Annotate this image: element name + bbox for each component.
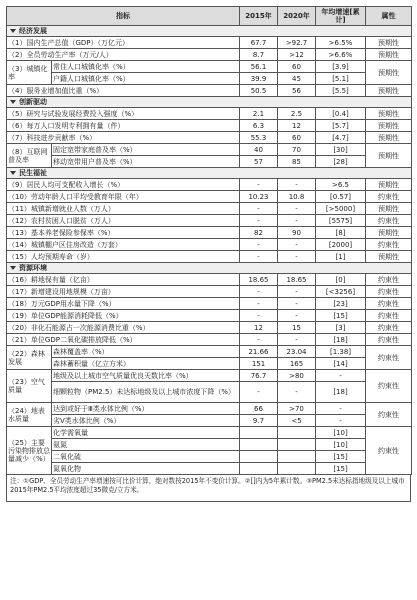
table-row xyxy=(7,322,412,334)
attribute: 约束性 xyxy=(366,298,412,310)
value-growth: [15] xyxy=(316,310,366,322)
table-header-row xyxy=(7,7,412,26)
value-growth: - xyxy=(316,370,366,382)
value-2020: <5 xyxy=(278,415,316,427)
indicator-label: （1）国内生产总值（GDP）（万亿元） xyxy=(7,37,240,49)
value-growth: [5.5] xyxy=(316,85,366,97)
attribute: 预期性 xyxy=(366,203,412,215)
value-2020: >12 xyxy=(278,49,316,61)
value-2015: 151 xyxy=(240,358,278,370)
indicator-table xyxy=(6,6,412,475)
table-row xyxy=(7,382,412,403)
footnote: 注：①GDP、全员劳动生产率增速按可比价计算，绝对数按2015年不变价计算。②[]内为5年累计数。③PM2.5未达标指地级及以上城市2015年PM2.5平均浓度超过35微克/立方米。 xyxy=(6,475,411,502)
value-2020 xyxy=(278,463,316,475)
sub-indicator-label: 化学需氧量 xyxy=(52,427,240,439)
value-2015: 12 xyxy=(240,322,278,334)
value-2015: 57 xyxy=(240,156,278,168)
attribute: 约束性 xyxy=(366,191,412,203)
table-row xyxy=(7,463,412,475)
table-row xyxy=(7,156,412,168)
table-row xyxy=(7,403,412,415)
value-2015: 39.9 xyxy=(240,73,278,85)
section-title: 经济发展 xyxy=(19,27,47,35)
value-growth: [14] xyxy=(316,358,366,370)
section-header xyxy=(7,168,412,179)
value-2015: 56.1 xyxy=(240,61,278,73)
value-2015 xyxy=(240,427,278,439)
value-2015: 67.7 xyxy=(240,37,278,49)
table-row xyxy=(7,451,412,463)
sub-indicator-label: 地级及以上城市空气质量优良天数比率（%） xyxy=(52,370,240,382)
table-row xyxy=(7,61,412,73)
table-row xyxy=(7,274,412,286)
table-row xyxy=(7,132,412,144)
table-row xyxy=(7,286,412,298)
sub-indicator-label: 劣Ⅴ类水体比例（%） xyxy=(52,415,240,427)
attribute: 约束性 xyxy=(366,274,412,286)
value-2015: 40 xyxy=(240,144,278,156)
attribute: 约束性 xyxy=(366,239,412,251)
value-2015: - xyxy=(240,310,278,322)
value-growth: >6.5% xyxy=(316,37,366,49)
value-2020: 56 xyxy=(278,85,316,97)
attribute: 预期性 xyxy=(366,227,412,239)
attribute: 预期性 xyxy=(366,49,412,61)
value-2015: - xyxy=(240,215,278,227)
value-growth: [5575] xyxy=(316,215,366,227)
indicator-label: （9）居民人均可支配收入增长（%） xyxy=(7,179,240,191)
value-2020: - xyxy=(278,310,316,322)
table-row xyxy=(7,108,412,120)
value-2020: - xyxy=(278,239,316,251)
value-growth: [8] xyxy=(316,227,366,239)
value-growth: [3.9] xyxy=(316,61,366,73)
triangle-down-icon xyxy=(10,29,16,33)
value-2020: - xyxy=(278,298,316,310)
value-growth: [0.4] xyxy=(316,108,366,120)
indicator-group-label: （23）空气质量 xyxy=(7,370,52,403)
value-2020 xyxy=(278,451,316,463)
section-header xyxy=(7,263,412,274)
sub-indicator-label: 森林覆盖率（%） xyxy=(52,346,240,358)
value-growth: [0.57] xyxy=(316,191,366,203)
attribute: 约束性 xyxy=(366,403,412,427)
table-row xyxy=(7,310,412,322)
value-2020: >70 xyxy=(278,403,316,415)
value-growth: [1] xyxy=(316,251,366,263)
value-growth: [<3256] xyxy=(316,286,366,298)
attribute: 约束性 xyxy=(366,215,412,227)
header-2020: 2020年 xyxy=(278,7,316,26)
section-title: 民生福祉 xyxy=(19,169,47,177)
value-2015: 2.1 xyxy=(240,108,278,120)
attribute: 预期性 xyxy=(366,108,412,120)
header-2015: 2015年 xyxy=(240,7,278,26)
indicator-label: （5）研究与试验发展经费投入强度（%） xyxy=(7,108,240,120)
value-2015: 21.66 xyxy=(240,346,278,358)
triangle-down-icon xyxy=(10,266,16,270)
value-growth: >6.5 xyxy=(316,179,366,191)
value-growth: [30] xyxy=(316,144,366,156)
table-row xyxy=(7,120,412,132)
attribute: 预期性 xyxy=(366,61,412,85)
value-2020 xyxy=(278,427,316,439)
table-row xyxy=(7,85,412,97)
sub-indicator-label: 氨氮 xyxy=(52,439,240,451)
indicator-label: （17）新增建设用地规模（万亩） xyxy=(7,286,240,298)
value-2020: 45 xyxy=(278,73,316,85)
sub-indicator-label: 森林蓄积量（亿立方米） xyxy=(52,358,240,370)
table-row xyxy=(7,427,412,439)
sub-indicator-label: 常住人口城镇化率（%） xyxy=(52,61,240,73)
value-2020: 165 xyxy=(278,358,316,370)
indicator-label: （10）劳动年龄人口平均受教育年限（年） xyxy=(7,191,240,203)
value-2020: 60 xyxy=(278,132,316,144)
indicator-label: （16）耕地保有量（亿亩） xyxy=(7,274,240,286)
value-2020: - xyxy=(278,382,316,403)
section-title-cell xyxy=(7,97,412,108)
value-2020: - xyxy=(278,179,316,191)
table-row xyxy=(7,73,412,85)
triangle-down-icon xyxy=(10,171,16,175)
value-2015: - xyxy=(240,179,278,191)
sub-indicator-label: 固定宽带家庭普及率（%） xyxy=(52,144,240,156)
attribute: 预期性 xyxy=(366,179,412,191)
table-row xyxy=(7,334,412,346)
value-growth: [>5000] xyxy=(316,203,366,215)
indicator-label: （20）非化石能源占一次能源消费比重（%） xyxy=(7,322,240,334)
table-row xyxy=(7,346,412,358)
indicator-label: （6）每万人口发明专利拥有量（件） xyxy=(7,120,240,132)
value-2020: 60 xyxy=(278,61,316,73)
value-2015: - xyxy=(240,203,278,215)
indicator-label: （11）城镇新增就业人数（万人） xyxy=(7,203,240,215)
value-growth: [18] xyxy=(316,382,366,403)
value-2015: 76.7 xyxy=(240,370,278,382)
value-growth: [5.1] xyxy=(316,73,366,85)
header-attribute: 属性 xyxy=(366,7,412,26)
indicator-group-label: （25）主要污染物排放总量减少（%） xyxy=(7,427,52,475)
attribute: 约束性 xyxy=(366,334,412,346)
indicator-group-label: （22）森林发展 xyxy=(7,346,52,370)
section-header xyxy=(7,26,412,37)
section-title-cell xyxy=(7,263,412,274)
value-2020: >80 xyxy=(278,370,316,382)
table-row xyxy=(7,239,412,251)
table-row xyxy=(7,370,412,382)
value-2020: - xyxy=(278,286,316,298)
value-2020: 70 xyxy=(278,144,316,156)
value-growth: [4.7] xyxy=(316,132,366,144)
table-row xyxy=(7,215,412,227)
attribute: 预期性 xyxy=(366,120,412,132)
value-growth: [23] xyxy=(316,298,366,310)
value-2020: 10.8 xyxy=(278,191,316,203)
indicator-label: （2）全员劳动生产率（万元/人） xyxy=(7,49,240,61)
sub-indicator-label: 户籍人口城镇化率（%） xyxy=(52,73,240,85)
value-2015: 8.7 xyxy=(240,49,278,61)
value-growth: [15] xyxy=(316,451,366,463)
value-2015: - xyxy=(240,239,278,251)
table-row xyxy=(7,179,412,191)
table-row xyxy=(7,191,412,203)
table-row xyxy=(7,439,412,451)
attribute: 约束性 xyxy=(366,346,412,370)
value-2020: - xyxy=(278,251,316,263)
indicator-group-label: （8）互联网普及率 xyxy=(7,144,52,168)
value-growth: [3] xyxy=(316,322,366,334)
value-2015: 66 xyxy=(240,403,278,415)
value-2015: 82 xyxy=(240,227,278,239)
value-growth: [18] xyxy=(316,334,366,346)
attribute: 约束性 xyxy=(366,286,412,298)
value-2015: 50.5 xyxy=(240,85,278,97)
attribute: 预期性 xyxy=(366,37,412,49)
value-growth: [1.38] xyxy=(316,346,366,358)
value-growth: [10] xyxy=(316,439,366,451)
indicator-label: （4）服务业增加值比重（%） xyxy=(7,85,240,97)
value-2020: - xyxy=(278,334,316,346)
indicator-group-label: （3）城镇化率 xyxy=(7,61,52,85)
value-2015: - xyxy=(240,298,278,310)
value-growth: [15] xyxy=(316,463,366,475)
indicator-label: （7）科技进步贡献率（%） xyxy=(7,132,240,144)
value-2015: 10.23 xyxy=(240,191,278,203)
value-2020: 2.5 xyxy=(278,108,316,120)
value-2020: 12 xyxy=(278,120,316,132)
sub-indicator-label: 氮氧化物 xyxy=(52,463,240,475)
value-growth: [2000] xyxy=(316,239,366,251)
value-growth: [10] xyxy=(316,427,366,439)
indicator-label: （15）人均预期寿命（岁） xyxy=(7,251,240,263)
header-growth: 年均增速[累计] xyxy=(316,7,366,26)
value-growth: [5.7] xyxy=(316,120,366,132)
sub-indicator-label: 细颗粒物（PM2.5）未达标地级及以上城市浓度下降（%） xyxy=(52,382,240,403)
attribute: 约束性 xyxy=(366,322,412,334)
indicator-label: （21）单位GDP二氧化碳排放降低（%） xyxy=(7,334,240,346)
value-2020: 23.04 xyxy=(278,346,316,358)
indicator-label: （19）单位GDP能源消耗降低（%） xyxy=(7,310,240,322)
section-title: 创新驱动 xyxy=(19,98,47,106)
value-2020: >92.7 xyxy=(278,37,316,49)
table-row xyxy=(7,358,412,370)
value-2015: 18.65 xyxy=(240,274,278,286)
value-2020 xyxy=(278,439,316,451)
section-header xyxy=(7,97,412,108)
indicator-label: （12）农村贫困人口脱贫（万人） xyxy=(7,215,240,227)
attribute: 预期性 xyxy=(366,144,412,168)
table-row xyxy=(7,298,412,310)
value-growth: [0] xyxy=(316,274,366,286)
value-2020: 85 xyxy=(278,156,316,168)
header-indicator: 指标 xyxy=(7,7,240,26)
value-2015: 55.3 xyxy=(240,132,278,144)
indicator-group-label: （24）地表水质量 xyxy=(7,403,52,427)
attribute: 约束性 xyxy=(366,370,412,403)
value-2015: 6.3 xyxy=(240,120,278,132)
value-growth: >6.6% xyxy=(316,49,366,61)
attribute: 约束性 xyxy=(366,427,412,475)
value-2020: 90 xyxy=(278,227,316,239)
value-2015 xyxy=(240,463,278,475)
value-2015: - xyxy=(240,251,278,263)
attribute: 约束性 xyxy=(366,310,412,322)
table-row xyxy=(7,203,412,215)
value-2020: - xyxy=(278,203,316,215)
attribute: 预期性 xyxy=(366,251,412,263)
triangle-down-icon xyxy=(10,100,16,104)
value-2015 xyxy=(240,439,278,451)
table-row xyxy=(7,227,412,239)
indicator-label: （18）万元GDP用水量下降（%） xyxy=(7,298,240,310)
value-2015: - xyxy=(240,286,278,298)
section-title: 资源环境 xyxy=(19,264,47,272)
value-2020: 18.65 xyxy=(278,274,316,286)
indicator-table-container xyxy=(6,6,411,502)
value-growth: - xyxy=(316,403,366,415)
attribute: 预期性 xyxy=(366,85,412,97)
table-row xyxy=(7,251,412,263)
attribute: 预期性 xyxy=(366,132,412,144)
value-2015 xyxy=(240,451,278,463)
table-row xyxy=(7,144,412,156)
indicator-label: （14）城镇棚户区住房改造（万套） xyxy=(7,239,240,251)
table-row xyxy=(7,49,412,61)
table-row xyxy=(7,37,412,49)
section-title-cell xyxy=(7,168,412,179)
sub-indicator-label: 移动宽带用户普及率（%） xyxy=(52,156,240,168)
sub-indicator-label: 达到或好于Ⅲ类水体比例（%） xyxy=(52,403,240,415)
sub-indicator-label: 二氧化硫 xyxy=(52,451,240,463)
indicator-label: （13）基本养老保险参保率（%） xyxy=(7,227,240,239)
value-2015: - xyxy=(240,382,278,403)
value-2015: - xyxy=(240,334,278,346)
value-growth: - xyxy=(316,415,366,427)
value-2020: 15 xyxy=(278,322,316,334)
value-growth: [28] xyxy=(316,156,366,168)
value-2015: 9.7 xyxy=(240,415,278,427)
section-title-cell xyxy=(7,26,412,37)
table-row xyxy=(7,415,412,427)
value-2020: - xyxy=(278,215,316,227)
